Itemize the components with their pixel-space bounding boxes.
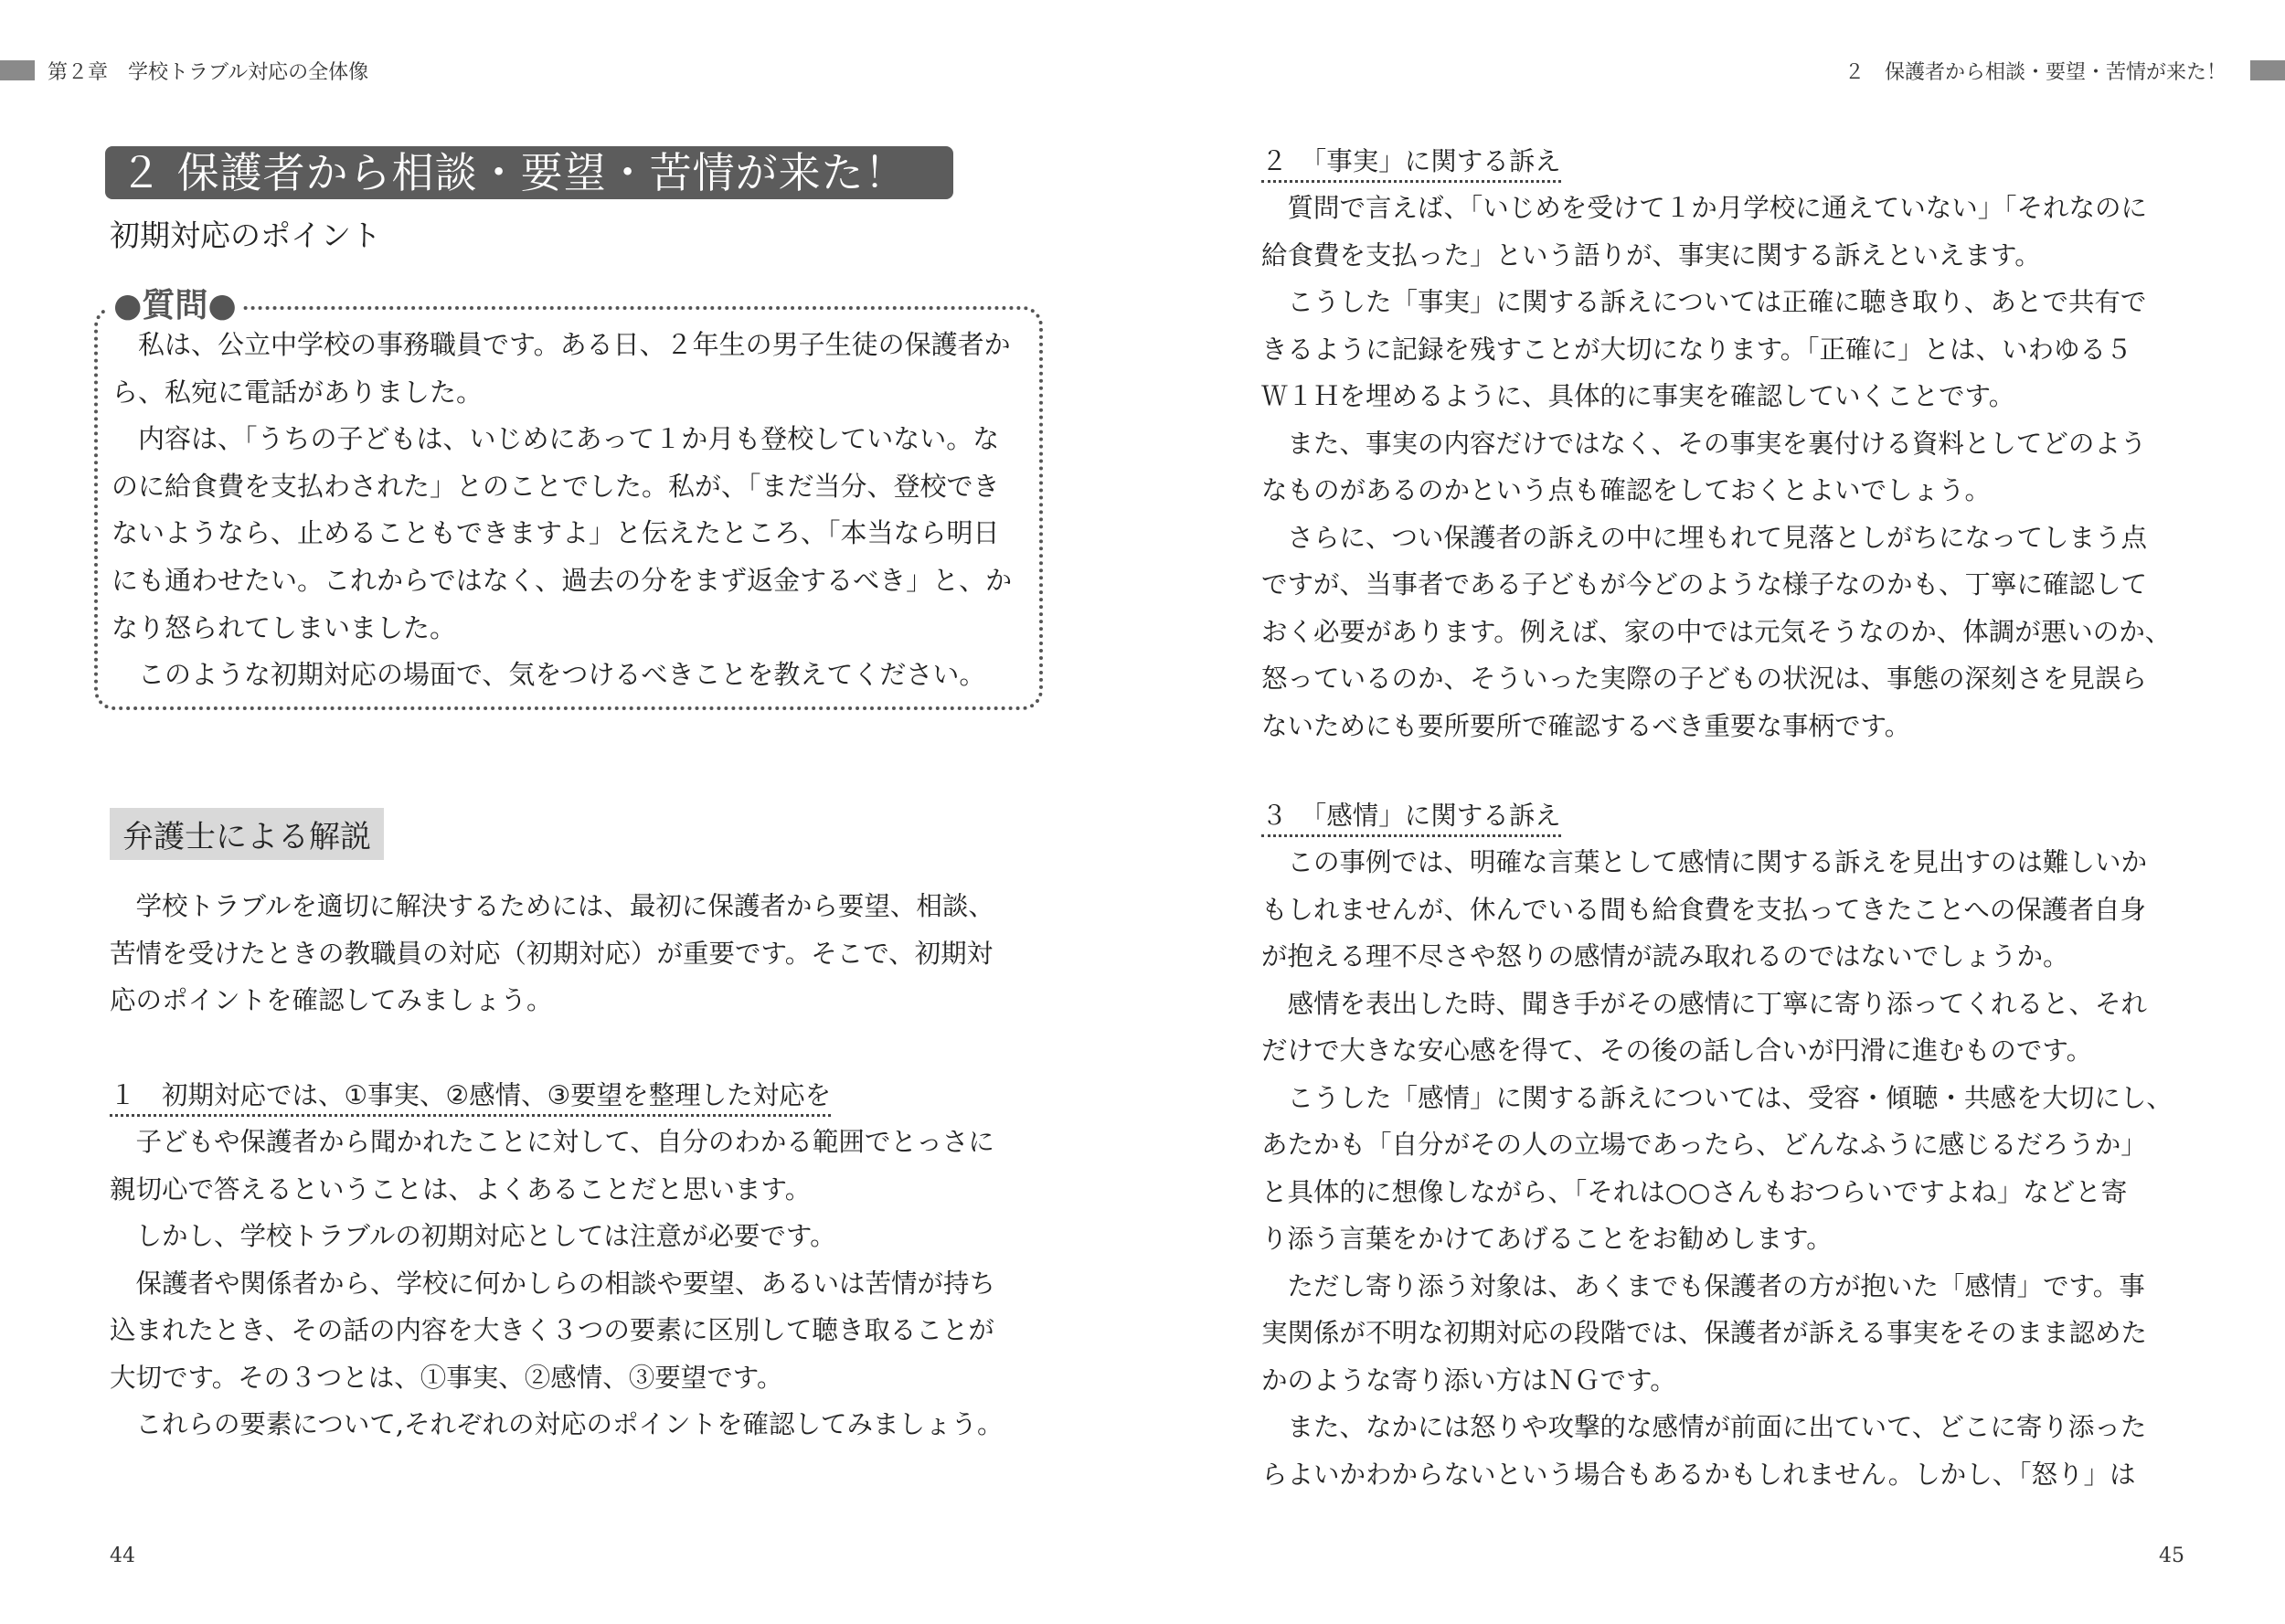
question-line: このような初期対応の場面で、気をつけるべきことを教えてください。 bbox=[112, 659, 986, 691]
running-head-left: 第２章 学校トラブル対応の全体像 bbox=[48, 61, 369, 84]
section2-heading: ２ 「事実」に関する訴え bbox=[1261, 141, 1561, 183]
body-line: 親切心で答えるということは、よくあることだと思います。 bbox=[110, 1173, 812, 1205]
body-line: 実関係が不明な初期対応の段階では、保護者が訴える事実をそのまま認めた bbox=[1261, 1318, 2148, 1348]
body-line: また、事実の内容だけではなく、その事実を裏付ける資料としてどのよう bbox=[1261, 428, 2147, 459]
body-line: 保護者や関係者から、学校に何かしらの相談や要望、あるいは苦情が持ち bbox=[110, 1268, 996, 1299]
section3-body bbox=[1261, 839, 2194, 1498]
body-line: また、なかには怒りや攻撃的な感情が前面に出ていて、どこに寄り添った bbox=[1261, 1412, 2147, 1442]
body-line: 給食費を支払った」という語りが、事実に関する訴えといえます。 bbox=[1261, 239, 2041, 271]
body-line: ただし寄り添う対象は、あくまでも保護者の方が抱いた「感情」です。事 bbox=[1261, 1270, 2145, 1301]
question-line: にも通わせたい。これからではなく、過去の分をまず返金するべき」と、か bbox=[112, 564, 1013, 596]
body-line: これらの要素について,それぞれの対応のポイントを確認してみましょう。 bbox=[110, 1409, 1004, 1439]
question-line: 私は、公立中学校の事務職員です。ある日、２年生の男子生徒の保護者か bbox=[112, 329, 1011, 360]
intro-paragraph bbox=[110, 883, 1042, 1024]
section3-heading: ３ 「感情」に関する訴え bbox=[1261, 795, 1561, 837]
page-number-right: 45 bbox=[2159, 1544, 2184, 1567]
body-line: きるように記録を残すことが大切になります。「正確に」とは、いわゆる５ bbox=[1261, 334, 2132, 365]
body-line: が抱える理不尽さや怒りの感情が読み取れるのではないでしょうか。 bbox=[1261, 941, 2069, 971]
body-line: 大切です。その３つとは、①事実、②感情、③要望です。 bbox=[110, 1362, 783, 1393]
section1-body bbox=[110, 1119, 1042, 1449]
question-line: 内容は、「うちの子どもは、いじめにあって１か月も登校していない。な bbox=[112, 423, 1000, 455]
body-line: Ｗ１Ｈを埋めるように、具体的に事実を確認していくことです。 bbox=[1261, 381, 2015, 411]
body-line: 込まれたとき、その話の内容を大きく３つの要素に区別して聴き取ることが bbox=[110, 1315, 994, 1345]
body-line: 学校トラブルを適切に解決するためには、最初に保護者から要望、相談、 bbox=[110, 891, 994, 921]
question-line: ないようなら、止めることもできますよ」と伝えたところ、「本当なら明日 bbox=[112, 517, 1000, 549]
body-line: さらに、つい保護者の訴えの中に埋もれて見落としがちになってしまう点 bbox=[1261, 522, 2148, 553]
body-line: あたかも「自分がその人の立場であったら、どんなふうに感じるだろうか」 bbox=[1261, 1130, 2147, 1160]
body-line: おく必要があります。例えば、家の中では元気そうなのか、体調が悪いのか、 bbox=[1261, 616, 2172, 647]
body-line: らよいかわからないという場合もあるかもしれません。しかし、「怒り」は bbox=[1261, 1459, 2136, 1490]
body-line: もしれませんが、休んでいる間も給食費を支払ってきたことへの保護者自身 bbox=[1261, 894, 2146, 925]
body-line: 感情を表出した時、聞き手がその感情に丁寧に寄り添ってくれると、それ bbox=[1261, 988, 2148, 1019]
header-bar-right bbox=[2250, 60, 2285, 80]
body-line: 苦情を受けたときの教職員の対応（初期対応）が重要です。そこで、初期対 bbox=[110, 938, 994, 969]
section1-heading: １ 初期対応では、①事実、②感情、③要望を整理した対応を bbox=[110, 1075, 831, 1117]
body-line: 質問で言えば、「いじめを受けて１か月学校に通えていない」「それなのに bbox=[1261, 193, 2148, 223]
body-line: しかし、学校トラブルの初期対応としては注意が必要です。 bbox=[110, 1221, 836, 1251]
body-line: だけで大きな安心感を得て、その後の話し合いが円滑に進むものです。 bbox=[1261, 1035, 2093, 1066]
section-title: ２ 保護者から相談・要望・苦情が来た！ bbox=[105, 146, 953, 199]
body-line: こうした「事実」に関する訴えについては正確に聴き取り、あとで共有で bbox=[1261, 287, 2147, 317]
body-line: かのような寄り添い方はＮＧです。 bbox=[1261, 1364, 1676, 1396]
question-line: ら、私宛に電話がありました。 bbox=[112, 376, 484, 408]
header-bar-left bbox=[0, 60, 35, 80]
body-line: 子どもや保護者から聞かれたことに対して、自分のわかる範囲でとっさに bbox=[110, 1127, 994, 1157]
section2-body bbox=[1261, 185, 2194, 749]
question-text bbox=[112, 322, 1026, 699]
body-line: こうした「感情」に関する訴えについては、受容・傾聴・共感を大切にし、 bbox=[1261, 1082, 2173, 1113]
running-head-right: ２ 保護者から相談・要望・苦情が来た！ bbox=[1844, 61, 2227, 84]
explanation-label: 弁護士による解説 bbox=[110, 808, 384, 860]
page-number-left: 44 bbox=[110, 1544, 135, 1567]
question-line: のに給食費を支払わされた」とのことでした。私が、「まだ当分、登校でき bbox=[112, 470, 1000, 502]
body-line: ないためにも要所要所で確認するべき重要な事柄です。 bbox=[1261, 710, 1911, 741]
body-line: 怒っているのか、そういった実際の子どもの状況は、事態の深刻さを見誤ら bbox=[1261, 663, 2148, 694]
question-label: ●質問● bbox=[108, 280, 242, 326]
body-line: この事例では、明確な言葉として感情に関する訴えを見出すのは難しいか bbox=[1261, 847, 2148, 877]
question-line: なり怒られてしまいました。 bbox=[112, 611, 457, 643]
section-subtitle: 初期対応のポイント bbox=[110, 218, 381, 253]
body-line: ですが、当事者である子どもが今どのような様子なのかも、丁寧に確認して bbox=[1261, 569, 2148, 600]
body-line: 応のポイントを確認してみましょう。 bbox=[110, 985, 553, 1015]
body-line: なものがあるのかという点も確認をしておくとよいでしょう。 bbox=[1261, 475, 1992, 505]
body-line: り添う言葉をかけてあげることをお勧めします。 bbox=[1261, 1224, 1833, 1254]
body-line: と具体的に想像しながら、「それは○○さんもおつらいですよね」などと寄 bbox=[1261, 1176, 2128, 1207]
